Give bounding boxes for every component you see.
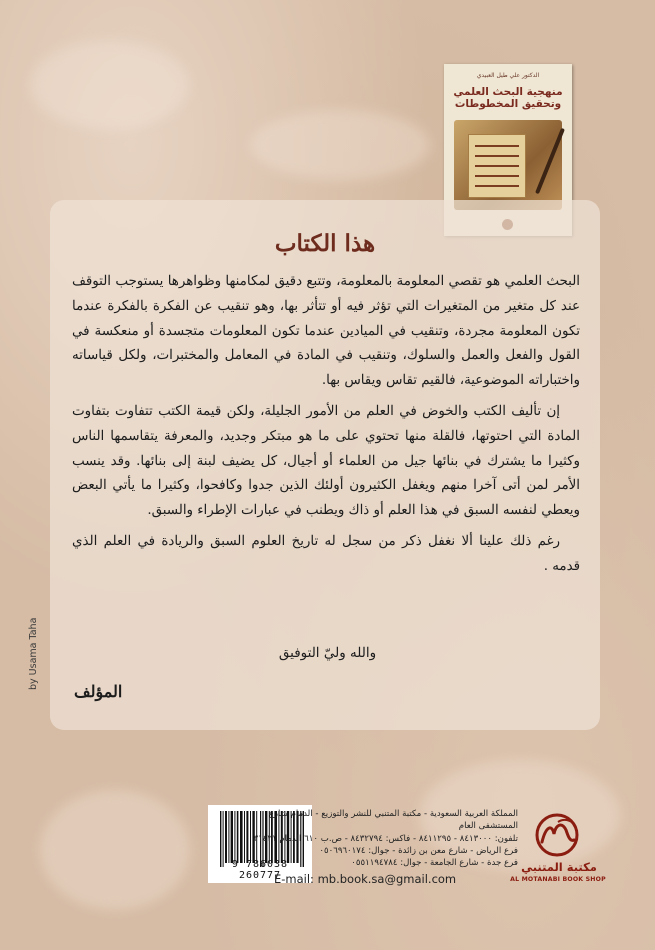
publisher-name-en: AL MOTANABI BOOK SHOP xyxy=(510,876,606,883)
address-line: تلفون: ٨٤١٣٠٠٠ - ٨٤١١٢٩٥ - فاكس: ٨٤٣٢٧٩٤ - ص.ب ٦١٠ الدمام ٣١٤٢١ xyxy=(253,833,518,844)
paragraph-1: البحث العلمي هو تقصي المعلومة بالمعلومة، وتتبع دقيق لمكامنها وظواهرها يستوجب التوقف عند كل متغير من المتغيرات التي تؤثر فيه أو تتأثر بها، وهو تنقيب عن الفكرة بالفكرة عندما تكون المعلومة مجردة، وتنقيب في الميادين عندما تكون المعلومات متجسدة أو منعكسة في القول والفعل والعمل والسلوك، وتنقيب في المادة في المعامل والمختبرات، ولكل قياساته واختباراته الموضوعية، فالقيم تقاس ويقاس بها. xyxy=(72,274,580,389)
designer-credit xyxy=(28,600,40,690)
address-line: المملكة العربية السعودية - مكتبة المتنبي للنشر والتوزيع - الدمام شارع المستشفى العام xyxy=(268,809,518,832)
publisher-email: E-mail: mb.book.sa@gmail.com xyxy=(274,872,457,886)
cover-title xyxy=(450,86,566,110)
manuscript-illustration xyxy=(454,120,562,210)
background-texture xyxy=(250,110,430,180)
quill-icon xyxy=(535,128,565,194)
barcode-number: 9 786038 260777 xyxy=(231,859,289,881)
section-heading: هذا الكتاب xyxy=(274,230,376,257)
paragraph-2: إن تأليف الكتب والخوض في العلم من الأمور الجليلة، ولكن قيمة الكتب تتفاوت بتفاوت المادة التي احتوتها، فالقلة منها تحتوي على ما هو مبتكر وجديد، والمعرفة يتقاسمها الناس وكثيرا ما يشترك في بنائها جيل من العلماء أو أجيال، كل يضيف لبنة إلى بنائها. وقد ينسب الأمر لمن أتى آخرا منهم ويغفل الكثيرون أولئك الذين جدوا وكافحوا، وكثيرا ما يأتي البعض ويعطي لنفسه السبق في هذا العلم أو ذاك ويطنب في عبارات الإطراء والسبق. xyxy=(72,403,580,519)
cover-title-line1: منهجية البحث العلمي xyxy=(453,86,563,98)
paragraph-3: رغم ذلك علينا ألا نغفل ذكر من سجل له تاريخ العلوم السبق والريادة في العلم الذي قدمه . xyxy=(72,533,580,574)
designer-credit-text: by Usama Taha xyxy=(28,617,39,690)
cover-title-line2: وتحقيق المخطوطات xyxy=(454,98,562,110)
publisher-address xyxy=(244,808,518,869)
author-signature: المؤلف xyxy=(74,682,123,701)
publisher-logo-icon xyxy=(528,812,586,858)
background-texture xyxy=(30,40,190,130)
manuscript-page-icon xyxy=(468,134,526,198)
publisher-name-ar: مكتبة المتنبي xyxy=(521,860,597,874)
address-line: فرع جدة - شارع الجامعة - جوال: ٠٥٥١١٩٤٧٨٤ xyxy=(351,858,518,869)
cover-author: الدكتور علي طيل العبيدي xyxy=(476,72,540,79)
closing-phrase: والله وليّ التوفيق xyxy=(278,645,377,661)
address-line: فرع الرياض - شارع معن بن زائدة - جوال: ٠٥٠٦٩٦٠١٧٤ xyxy=(319,845,518,856)
book-description xyxy=(72,270,580,586)
background-texture xyxy=(40,790,190,910)
